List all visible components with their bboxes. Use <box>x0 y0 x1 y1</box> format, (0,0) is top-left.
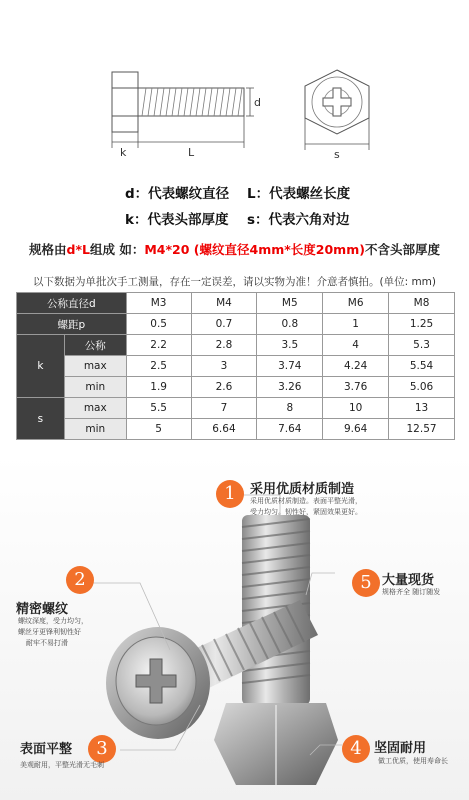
table-cell: 3.5 <box>257 335 323 356</box>
spec-prefix: 规格由 <box>29 242 67 257</box>
table-cell: 3 <box>191 356 257 377</box>
table-cell: 0.8 <box>257 314 323 335</box>
table-cell: 6.64 <box>191 419 257 440</box>
table-cell: 5.06 <box>389 377 455 398</box>
feature-desc-5: 规格齐全 随订随发 <box>382 588 441 596</box>
row-label: min <box>64 377 126 398</box>
feature-title-4: 坚固耐用 <box>374 741 427 756</box>
legend-s: s：代表六角对边 <box>247 212 350 228</box>
table-row <box>17 314 455 335</box>
spec-format-line <box>0 240 469 258</box>
feature-number-5: 5 <box>352 569 380 597</box>
feature-desc-2c: 耐牢不易打滑 <box>26 639 68 647</box>
feature-title-2: 精密螺纹 <box>16 602 69 617</box>
row-label: min <box>64 419 126 440</box>
table-header-row <box>17 293 455 314</box>
table-cell: 3.74 <box>257 356 323 377</box>
table-cell: 5 <box>126 419 191 440</box>
row-label: max <box>64 398 126 419</box>
measurement-note: 以下数据为单批次手工测量，存在一定误差，请以实物为准！介意者慎拍。(单位: mm) <box>32 276 437 288</box>
feature-title-5: 大量现货 <box>382 573 435 588</box>
dim-label-d: d <box>254 96 261 109</box>
table-cell: 2.5 <box>126 356 191 377</box>
table-cell: 13 <box>389 398 455 419</box>
legend-L: L：代表螺丝长度 <box>247 186 351 202</box>
header-size: M4 <box>191 293 257 314</box>
spec-table <box>16 292 455 440</box>
table-cell: 3.26 <box>257 377 323 398</box>
table-cell: 2.6 <box>191 377 257 398</box>
dim-label-L: L <box>188 146 195 159</box>
legend-k: k：代表头部厚度 <box>125 212 229 228</box>
table-cell: 2.2 <box>126 335 191 356</box>
feature-desc-1a: 采用优质材质制造。表面平整光滑， <box>250 497 362 505</box>
table-cell: 1.9 <box>126 377 191 398</box>
table-cell: 0.5 <box>126 314 191 335</box>
dim-label-k: k <box>120 146 127 159</box>
table-row <box>17 377 455 398</box>
spec-suffix: 不含头部厚度 <box>364 242 440 257</box>
legend-d: d：代表螺纹直径 <box>125 186 230 202</box>
table-cell: 5.5 <box>126 398 191 419</box>
feature-title-3: 表面平整 <box>20 742 73 757</box>
dim-label-s: s <box>334 148 340 161</box>
row-label: max <box>64 356 126 377</box>
spec-dl: d*L <box>66 242 90 257</box>
feature-desc-4: 做工优质，使用寿命长 <box>378 757 448 765</box>
bolt-head-side <box>112 72 138 132</box>
feature-number-1: 1 <box>216 480 244 508</box>
table-cell: 1 <box>323 314 389 335</box>
table-cell: 7.64 <box>257 419 323 440</box>
table-cell: 9.64 <box>323 419 389 440</box>
s-group-label: s <box>17 398 65 440</box>
table-cell: 8 <box>257 398 323 419</box>
table-row <box>17 335 455 356</box>
table-cell: 5.3 <box>389 335 455 356</box>
feature-desc-2b: 螺丝牙更锋利韧性好 <box>18 628 81 636</box>
table-row <box>17 398 455 419</box>
row-label: 公称 <box>64 335 126 356</box>
table-cell: 7 <box>191 398 257 419</box>
feature-desc-3: 美观耐用，平整光滑无毛刺 <box>20 761 104 769</box>
table-cell: 3.76 <box>323 377 389 398</box>
feature-number-3: 3 <box>88 735 116 763</box>
k-group-label: k <box>17 335 65 398</box>
bolt-dimension-diagram <box>0 0 469 170</box>
table-cell: 1.25 <box>389 314 455 335</box>
feature-number-4: 4 <box>342 735 370 763</box>
feature-desc-2a: 螺纹深度，受力均匀， <box>18 617 88 625</box>
header-size: M6 <box>323 293 389 314</box>
bolt-head-top-view <box>305 70 369 134</box>
table-cell: 4 <box>323 335 389 356</box>
feature-title-1: 采用优质材质制造 <box>250 482 355 497</box>
table-cell: 0.7 <box>191 314 257 335</box>
feature-number-2: 2 <box>66 566 94 594</box>
table-cell: 10 <box>323 398 389 419</box>
spec-example: M4*20 (螺纹直径4mm*长度20mm) <box>144 242 365 257</box>
table-cell: 4.24 <box>323 356 389 377</box>
table-cell: 12.57 <box>389 419 455 440</box>
header-size: M8 <box>389 293 455 314</box>
table-cell: 2.8 <box>191 335 257 356</box>
pitch-label: 螺距p <box>17 314 127 335</box>
table-row <box>17 419 455 440</box>
header-size: M5 <box>257 293 323 314</box>
feature-desc-1b: 受力均匀。韧性好，紧固效果更好。 <box>250 508 362 516</box>
header-size: M3 <box>126 293 191 314</box>
table-cell: 5.54 <box>389 356 455 377</box>
header-label: 公称直径d <box>17 293 127 314</box>
spec-mid: 组成 如： <box>90 242 145 257</box>
table-row <box>17 356 455 377</box>
